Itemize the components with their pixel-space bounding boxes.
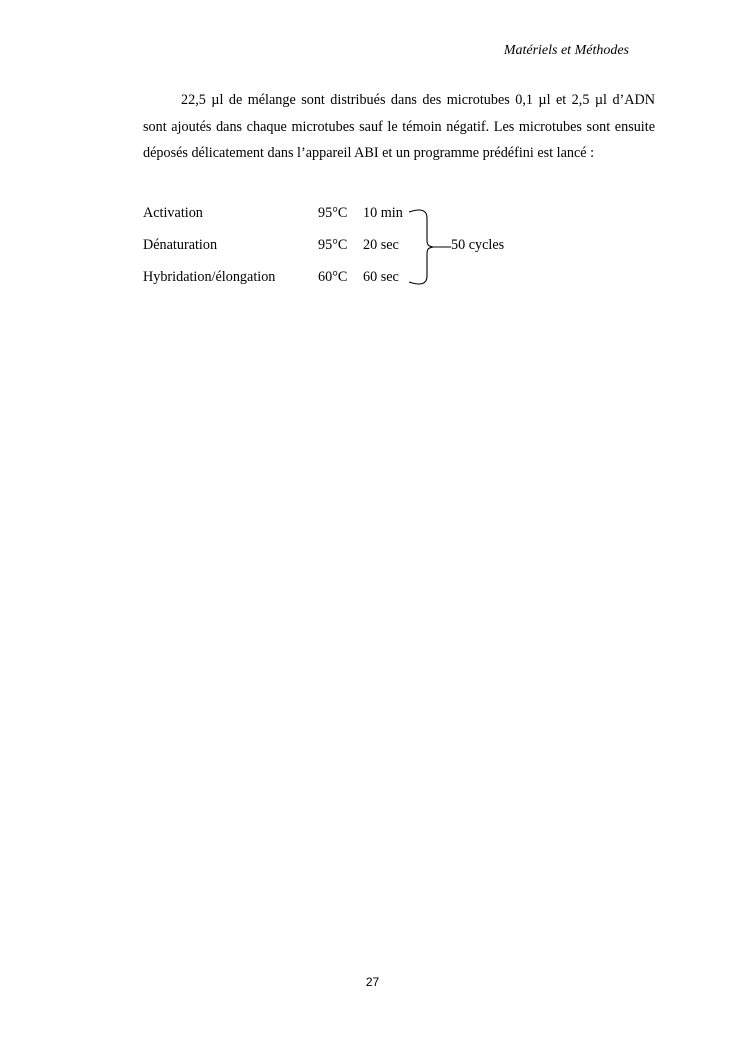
cycles-label: 50 cycles	[451, 237, 505, 253]
right-brace-icon	[407, 206, 457, 288]
step-duration: 60 sec	[363, 269, 399, 285]
step-label: Hybridation/élongation	[143, 269, 276, 285]
step-temperature: 60°C	[318, 269, 348, 285]
step-duration: 20 sec	[363, 237, 399, 253]
step-temperature: 95°C	[318, 205, 348, 221]
step-label: Activation	[143, 205, 203, 221]
section-header: Matériels et Méthodes	[503, 43, 629, 58]
step-duration: 10 min	[363, 205, 403, 221]
page-number: 27	[365, 975, 380, 989]
step-temperature: 95°C	[318, 237, 348, 253]
step-label: Dénaturation	[143, 237, 218, 253]
body-paragraph: 22,5 µl de mélange sont distribués dans des microtubes 0,1 µl et 2,5 µl d’ADN sont ajoutés dans chaque microtubes sauf le témoin négatif. Les microtubes sont ensuite déposés délicatement dans l’appareil ABI et un programme prédéfini est lancé :	[143, 92, 655, 161]
